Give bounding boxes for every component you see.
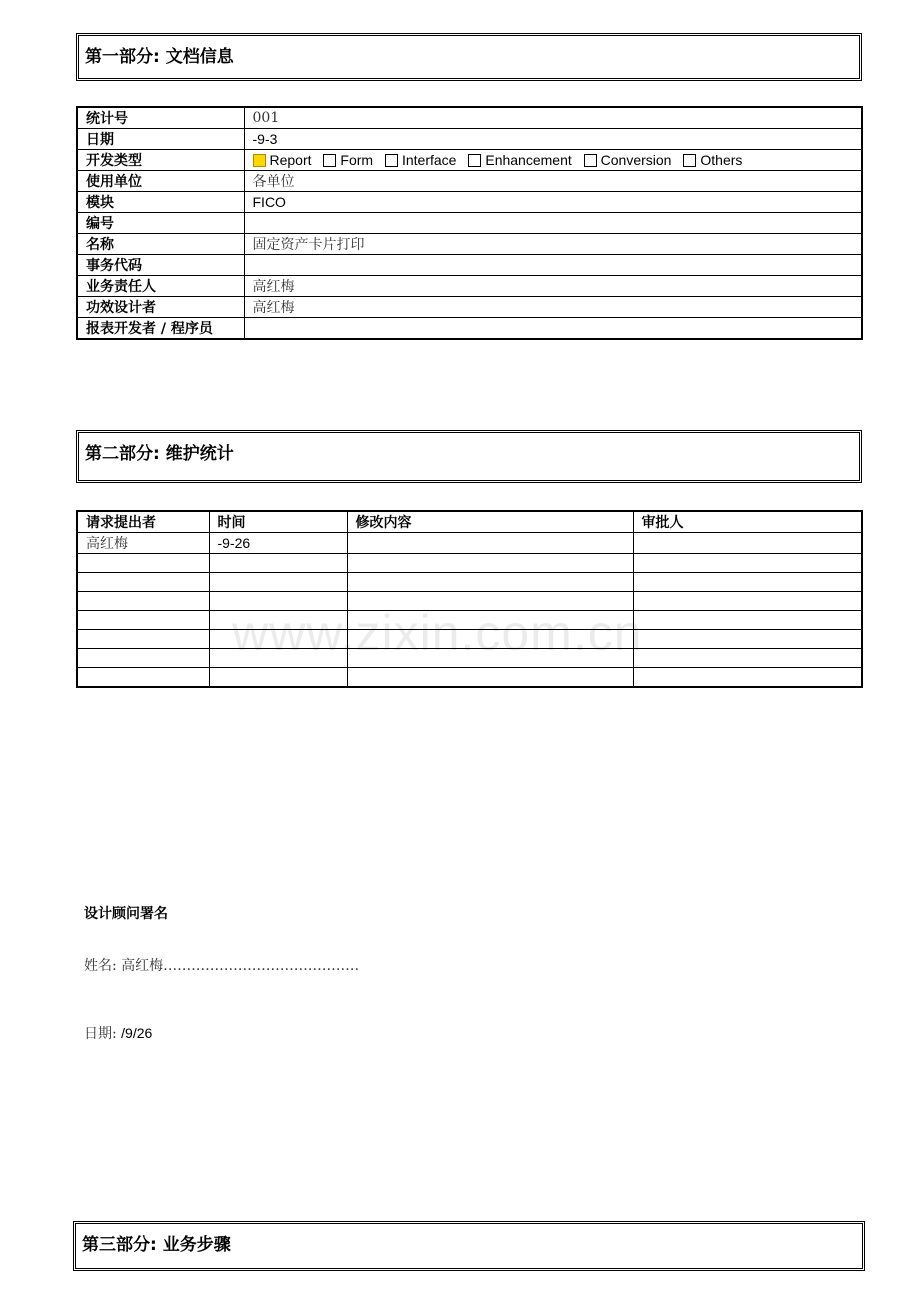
interface-label: Interface bbox=[401, 152, 457, 168]
table-row bbox=[77, 533, 862, 554]
empty-cell bbox=[633, 630, 862, 649]
empty-cell bbox=[633, 573, 862, 592]
table-row bbox=[77, 318, 862, 340]
empty-cell bbox=[209, 573, 347, 592]
requester-cell: 高红梅 bbox=[77, 533, 209, 554]
time-header: 时间 bbox=[209, 511, 347, 533]
name-label: 名称 bbox=[77, 234, 244, 255]
empty-cell bbox=[77, 611, 209, 630]
conversion-checkbox[interactable] bbox=[584, 154, 597, 167]
approver-cell bbox=[633, 533, 862, 554]
developer-label: 报表开发者 / 程序员 bbox=[77, 318, 244, 340]
empty-cell bbox=[77, 649, 209, 668]
time-cell: -9-26 bbox=[209, 533, 347, 554]
watermark: www.zixin.com.cn bbox=[232, 605, 643, 661]
report-label: Report bbox=[269, 152, 312, 168]
module-label: 模块 bbox=[77, 192, 244, 213]
empty-cell bbox=[77, 554, 209, 573]
tcode-label: 事务代码 bbox=[77, 255, 244, 276]
tcode-value bbox=[244, 255, 862, 276]
section-1-box bbox=[76, 33, 862, 81]
empty-cell bbox=[347, 573, 633, 592]
code-value bbox=[244, 213, 862, 234]
table-row bbox=[77, 255, 862, 276]
empty-cell bbox=[633, 611, 862, 630]
table-row bbox=[77, 573, 862, 592]
code-label: 编号 bbox=[77, 213, 244, 234]
change-content-cell bbox=[347, 533, 633, 554]
form-label: Form bbox=[340, 152, 374, 168]
date-value: -9-3 bbox=[244, 129, 862, 150]
section-2-title: 第二部分: 维护统计 bbox=[85, 444, 234, 464]
dev-type-label: 开发类型 bbox=[77, 150, 244, 171]
section-3-box bbox=[73, 1221, 865, 1271]
name-label: 姓名: bbox=[84, 958, 117, 974]
dev-type-interface[interactable] bbox=[385, 152, 456, 168]
table-row bbox=[77, 107, 862, 129]
table-row bbox=[77, 276, 862, 297]
functional-designer-label: 功效设计者 bbox=[77, 297, 244, 318]
table-row bbox=[77, 213, 862, 234]
empty-cell bbox=[633, 554, 862, 573]
dev-type-report[interactable] bbox=[253, 152, 312, 168]
dev-type-others[interactable] bbox=[683, 152, 742, 168]
table-header-row bbox=[77, 511, 862, 533]
table-row bbox=[77, 171, 862, 192]
empty-cell bbox=[77, 630, 209, 649]
stat-number-label: 统计号 bbox=[77, 107, 244, 129]
dev-type-form[interactable] bbox=[323, 152, 373, 168]
business-owner-label: 业务责任人 bbox=[77, 276, 244, 297]
document-info-table bbox=[76, 106, 863, 340]
dev-type-options bbox=[244, 150, 862, 171]
user-unit-label: 使用单位 bbox=[77, 171, 244, 192]
date-label: 日期 bbox=[77, 129, 244, 150]
empty-cell bbox=[633, 668, 862, 687]
table-row bbox=[77, 668, 862, 687]
empty-cell bbox=[77, 592, 209, 611]
table-row bbox=[77, 234, 862, 255]
stat-number-value: 001 bbox=[244, 107, 862, 129]
form-checkbox[interactable] bbox=[323, 154, 336, 167]
signature-name-line bbox=[84, 955, 359, 975]
interface-checkbox[interactable] bbox=[385, 154, 398, 167]
name-dots: …………………………………… bbox=[163, 958, 360, 974]
table-row bbox=[77, 554, 862, 573]
section-3-title: 第三部分: 业务步骤 bbox=[82, 1235, 231, 1255]
name-value: 固定资产卡片打印 bbox=[244, 234, 862, 255]
empty-cell bbox=[77, 668, 209, 687]
module-value: FICO bbox=[244, 192, 862, 213]
dev-type-enhancement[interactable] bbox=[468, 152, 571, 168]
enhancement-label: Enhancement bbox=[485, 152, 572, 168]
requester-header: 请求提出者 bbox=[77, 511, 209, 533]
enhancement-checkbox[interactable] bbox=[468, 154, 481, 167]
table-row bbox=[77, 192, 862, 213]
empty-cell bbox=[347, 668, 633, 687]
developer-value bbox=[244, 318, 862, 340]
others-checkbox[interactable] bbox=[683, 154, 696, 167]
date-value: /9/26 bbox=[121, 1025, 153, 1041]
table-row bbox=[77, 297, 862, 318]
table-row bbox=[77, 150, 862, 171]
user-unit-value: 各单位 bbox=[244, 171, 862, 192]
signature-title: 设计顾问署名 bbox=[84, 906, 168, 922]
name-value: 高红梅 bbox=[121, 958, 164, 974]
business-owner-value: 高红梅 bbox=[244, 276, 862, 297]
dev-type-conversion[interactable] bbox=[584, 152, 672, 168]
empty-cell bbox=[633, 649, 862, 668]
signature-date-line bbox=[84, 1023, 152, 1043]
empty-cell bbox=[347, 554, 633, 573]
report-checkbox[interactable] bbox=[253, 154, 266, 167]
others-label: Others bbox=[700, 152, 743, 168]
empty-cell bbox=[77, 573, 209, 592]
section-2-box bbox=[76, 430, 862, 483]
change-content-header: 修改内容 bbox=[347, 511, 633, 533]
empty-cell bbox=[633, 592, 862, 611]
section-1-title: 第一部分: 文档信息 bbox=[85, 47, 234, 67]
empty-cell bbox=[209, 668, 347, 687]
empty-cell bbox=[209, 554, 347, 573]
date-label: 日期: bbox=[84, 1026, 117, 1042]
functional-designer-value: 高红梅 bbox=[244, 297, 862, 318]
table-row bbox=[77, 129, 862, 150]
approver-header: 审批人 bbox=[633, 511, 862, 533]
conversion-label: Conversion bbox=[600, 152, 672, 168]
